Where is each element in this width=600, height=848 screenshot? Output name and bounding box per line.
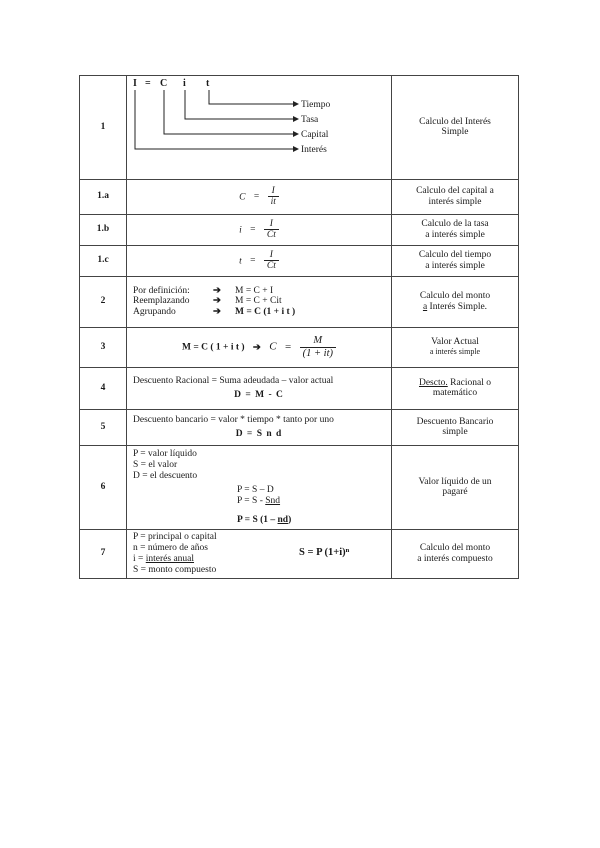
step-formula: M = C + Cit xyxy=(235,296,282,307)
formulas-table xyxy=(79,75,519,579)
formula-main: D = M - C xyxy=(234,389,284,400)
desc-line: Calculo del capital a xyxy=(416,186,494,196)
formula-underlined: nd xyxy=(277,515,289,526)
step-label: Por definición: xyxy=(133,285,190,296)
formula-final xyxy=(133,515,391,526)
row-number: 4 xyxy=(80,367,127,409)
desc-line: a interés simple xyxy=(425,260,485,271)
row-number: 1.b xyxy=(80,214,127,245)
fraction-numerator: I xyxy=(264,219,279,230)
row-description xyxy=(392,409,519,445)
row-description xyxy=(392,179,519,214)
step-formula: M = C (1 + i t ) xyxy=(235,307,296,318)
formula-step xyxy=(133,496,391,507)
row-number: 7 xyxy=(80,529,127,578)
definition-part: i = xyxy=(133,553,146,564)
table-row xyxy=(80,276,519,327)
fraction xyxy=(264,219,279,241)
row-description xyxy=(392,245,519,276)
formula-lhs: t xyxy=(239,256,242,267)
monto-formula xyxy=(127,276,392,327)
formula-text: Descuento bancario = valor * tiempo * tanto por uno xyxy=(133,415,334,425)
rational-discount xyxy=(127,367,392,409)
time-formula xyxy=(127,245,392,276)
formula-part: ) xyxy=(288,515,292,526)
row-description xyxy=(392,327,519,367)
formula-underlined: Snd xyxy=(265,496,281,507)
desc-line: Calculo del tiempo xyxy=(418,250,492,260)
formula-lhs: C xyxy=(239,192,246,203)
fraction-denominator: Ct xyxy=(266,230,276,241)
row-number: 2 xyxy=(80,276,127,327)
formula-text: Descuento Racional = Suma adeudada – valor actual xyxy=(133,376,334,386)
table-row xyxy=(80,245,519,276)
fraction-numerator: I xyxy=(268,186,279,197)
fraction-denominator: (1 + it) xyxy=(302,347,333,359)
desc-line: matemático xyxy=(432,388,478,399)
table-row xyxy=(80,76,519,180)
table-row xyxy=(80,179,519,214)
formula-eq: = xyxy=(250,256,256,267)
definition-line: n = número de años xyxy=(133,543,209,553)
desc-line: Calculo del monto xyxy=(419,291,491,301)
definition-line: D = el descuento xyxy=(133,470,198,481)
desc-line: Valor Actual xyxy=(431,336,479,347)
arrow-head-icon xyxy=(293,116,299,122)
fraction-denominator: it xyxy=(270,197,276,208)
desc-line: Racional o xyxy=(447,377,492,388)
arrow-head-icon xyxy=(293,131,299,137)
arrow-icon: ➔ xyxy=(252,342,261,353)
row-number: 6 xyxy=(80,445,127,529)
table-row xyxy=(80,327,519,367)
formula-eq: = xyxy=(250,225,256,236)
definition-line: S = el valor xyxy=(133,459,178,470)
table-row xyxy=(80,529,519,578)
desc-underlined: Descto. xyxy=(418,377,448,388)
rate-formula xyxy=(127,214,392,245)
step-label: Agrupando xyxy=(133,307,176,318)
step-formula: M = C + I xyxy=(235,285,274,296)
fraction-numerator: I xyxy=(264,250,279,261)
row-description xyxy=(392,529,519,578)
row-description xyxy=(392,76,519,180)
fraction xyxy=(300,335,336,360)
desc-line: simple xyxy=(442,427,468,438)
desc-line: a interés simple xyxy=(429,347,481,357)
row-description xyxy=(392,367,519,409)
formula-lhs: C xyxy=(269,340,277,353)
arrow-icon: ➔ xyxy=(213,307,221,318)
fraction xyxy=(264,250,279,272)
desc-line: a interés simple xyxy=(425,229,485,240)
step-label: Reemplazando xyxy=(133,296,190,307)
arrow-icon: ➔ xyxy=(213,285,221,296)
table-row xyxy=(80,445,519,529)
formula-part: P = S - xyxy=(237,496,266,507)
compound-formula xyxy=(127,529,392,578)
desc-underlined: a xyxy=(422,301,428,312)
row-description xyxy=(392,276,519,327)
diagram-i: i xyxy=(183,78,186,89)
table-row xyxy=(80,367,519,409)
desc-line: Calculo del Interés xyxy=(419,116,491,127)
formula-lhs: i xyxy=(239,225,242,236)
label-tasa: Tasa xyxy=(301,115,319,125)
desc-line: Calculo de la tasa xyxy=(421,219,489,229)
definition-underlined: interés anual xyxy=(145,553,195,564)
formula-eq: = xyxy=(253,192,260,203)
definition-line: S = monto compuesto xyxy=(133,564,217,575)
row-number: 3 xyxy=(80,327,127,367)
arrow-icon: ➔ xyxy=(213,296,221,307)
desc-line: Valor líquido de un xyxy=(418,476,492,487)
definition-line: P = principal o capital xyxy=(133,532,217,543)
formula-part: P = S (1 – xyxy=(237,515,278,526)
fraction xyxy=(268,186,279,208)
label-interes: Interés xyxy=(301,145,327,155)
desc-line: Calculo del monto xyxy=(419,543,491,553)
formula-eq: = xyxy=(284,340,292,353)
diagram-t: t xyxy=(206,78,210,89)
arrow-head-icon xyxy=(293,101,299,107)
definition-line xyxy=(133,554,391,565)
row-description xyxy=(392,445,519,529)
present-value-formula xyxy=(127,327,392,367)
desc-line: pagaré xyxy=(442,487,468,498)
definition-line: P = valor líquido xyxy=(133,448,197,459)
formula-main: D = S n d xyxy=(235,428,283,439)
desc-line: a interés compuesto xyxy=(417,553,493,564)
capital-formula xyxy=(127,179,392,214)
desc-line: Simple xyxy=(441,127,469,138)
tiempo-line xyxy=(209,90,293,104)
row-description xyxy=(392,214,519,245)
table-row xyxy=(80,214,519,245)
formula-left: M = C ( 1 + i t ) xyxy=(182,342,245,353)
table-row xyxy=(80,409,519,445)
formula-main: S = P (1+i)ⁿ xyxy=(299,547,350,559)
label-tiempo: Tiempo xyxy=(301,100,331,110)
desc-line: Descuento Bancario xyxy=(416,416,494,427)
diagram-I: I xyxy=(133,78,137,89)
fraction-denominator: Ct xyxy=(266,261,276,272)
row-number: 1 xyxy=(80,76,127,180)
row-number: 1.c xyxy=(80,245,127,276)
label-capital: Capital xyxy=(301,130,329,140)
row-number: 1.a xyxy=(80,179,127,214)
capital-line xyxy=(164,90,293,134)
interest-diagram-svg xyxy=(127,76,391,175)
net-value-formula xyxy=(127,445,392,529)
fraction-numerator: M xyxy=(300,335,336,348)
formula-step: P = S – D xyxy=(237,485,274,496)
desc-line: interés simple xyxy=(428,196,482,207)
row-number: 5 xyxy=(80,409,127,445)
interest-diagram xyxy=(127,76,392,180)
diagram-C: C xyxy=(160,78,168,89)
diagram-eq: = xyxy=(145,78,151,89)
definition-grid xyxy=(127,283,391,322)
arrow-head-icon xyxy=(293,146,299,152)
desc-line: Interés Simple. xyxy=(427,301,488,312)
bank-discount xyxy=(127,409,392,445)
